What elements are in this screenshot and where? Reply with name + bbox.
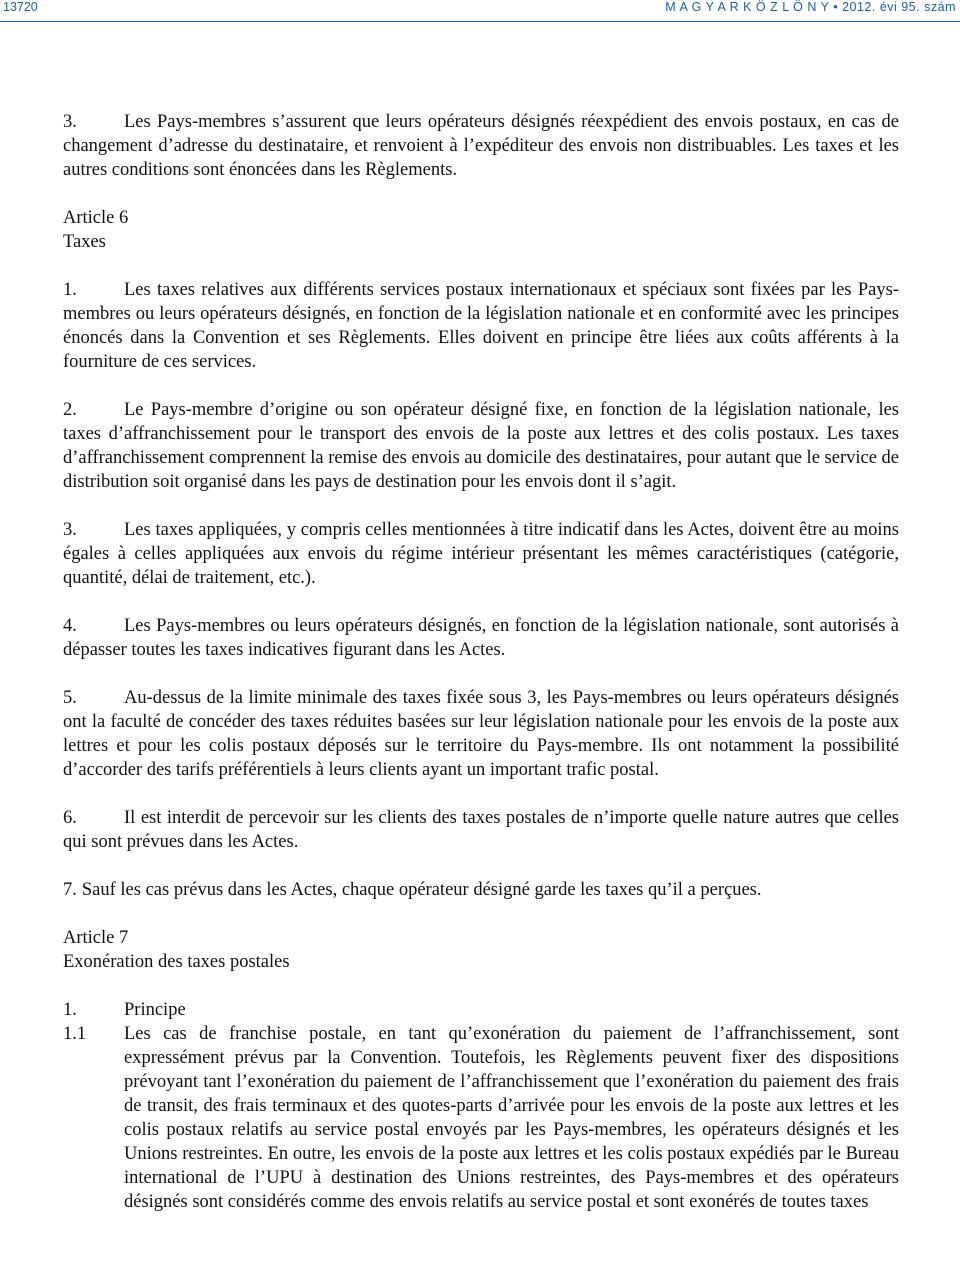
article-subtitle: Taxes: [63, 232, 106, 252]
page-number: 13720: [3, 0, 38, 14]
paragraph-3: [63, 110, 899, 182]
item-number: 7.: [63, 880, 77, 900]
article-title: Article 6: [63, 208, 129, 228]
item-text: Le Pays-membre d’origine ou son opérateur désigné fixe, en fonction de la législation nationale, les taxes d’affranchissement pour le transport des envois de la poste aux lettres et des colis postaux. Les taxes d’affranchissement comprennent la remise des envois au domicile des destinataires, pour autant que le service de distribution soit organisé dans les pays de destination pour les envois dont il s’agit.: [63, 400, 899, 492]
item-text: Les Pays-membres ou leurs opérateurs désignés, en fonction de la législation nationale, sont autorisés à dépasser toutes les taxes indicatives figurant dans les Actes.: [63, 616, 899, 660]
section-label: Principe: [124, 1000, 186, 1020]
item-text: Les taxes appliquées, y compris celles mentionnées à titre indicatif dans les Actes, doivent être au moins égales à celles appliquées aux envois du régime intérieur présentant les mêmes caractéristiques (catégorie, quantité, délai de traitement, etc.).: [63, 520, 899, 588]
item-text: Les taxes relatives aux différents services postaux internationaux et spéciaux sont fixées par les Pays-membres ou leurs opérateurs désignés, en fonction de la législation nationale et en conformité avec les principes énoncés dans la Convention et ses Règlements. Elles doivent en principe être liées aux coûts afférents à la fourniture de ces services.: [63, 280, 899, 372]
item-number: 4.: [63, 616, 77, 636]
item-number: 1.: [63, 280, 77, 300]
subsection-number: 1.1: [63, 1024, 87, 1044]
page-header: [0, 0, 960, 26]
section-number: 1.: [63, 1000, 77, 1020]
article-6-heading: [63, 206, 899, 254]
section-principe: [63, 998, 899, 1022]
article-6-item-1: [63, 278, 899, 374]
article-6-item-3: [63, 518, 899, 590]
article-7-heading: [63, 926, 899, 974]
item-text: Sauf les cas prévus dans les Actes, chaque opérateur désigné garde les taxes qu’il a perçues.: [81, 880, 762, 900]
article-subtitle: Exonération des taxes postales: [63, 952, 290, 972]
item-text: Il est interdit de percevoir sur les clients des taxes postales de n’importe quelle nature autres que celles qui sont prévues dans les Actes.: [63, 808, 899, 852]
article-6-item-6: [63, 806, 899, 854]
article-6-item-4: [63, 614, 899, 662]
document-body: [63, 110, 899, 1214]
paragraph-text: Les Pays-membres s’assurent que leurs opérateurs désignés réexpédient des envois postaux, en cas de changement d’adresse du destinataire, et renvoient à l’expéditeur des envois non distribuables. Les taxes et les autres conditions sont énoncées dans les Règlements.: [63, 112, 899, 180]
article-6-item-7: [63, 878, 899, 902]
item-number: 2.: [63, 400, 77, 420]
paragraph-number: 3.: [63, 112, 77, 132]
article-6-item-5: [63, 686, 899, 782]
article-title: Article 7: [63, 928, 129, 948]
header-divider: [0, 21, 960, 22]
item-number: 5.: [63, 688, 77, 708]
item-text: Au-dessus de la limite minimale des taxes fixée sous 3, les Pays-membres ou leurs opérateurs désignés ont la faculté de concéder des taxes réduites basées sur leur législation nationale pour les envois de la poste aux lettres et pour les colis postaux déposés sur le territoire du Pays-membre. Ils ont notamment la possibilité d’accorder des tarifs préférentiels à leurs clients ayant un important trafic postal.: [63, 688, 899, 780]
article-6-item-2: [63, 398, 899, 494]
item-number: 3.: [63, 520, 77, 540]
subsection-1-1: [63, 1022, 899, 1214]
subsection-text: Les cas de franchise postale, en tant qu’exonération du paiement de l’affranchissement, sont expressément prévus par la Convention. Toutefois, les Règlements peuvent fixer des dispositions prévoyant tant l’exonération du paiement de l’affranchissement que l’exonération du paiement des frais de transit, des frais terminaux et des quotes-parts d’arrivée pour les envois de la poste aux lettres et les colis postaux relatifs au service postal envoyés par les Pays-membres, les opérateurs désignés et les Unions restreintes. En outre, les envois de la poste aux lettres et les colis postaux expédiés par le Bureau international de l’UPU à destination des Unions restreintes, des Pays-membres et des opérateurs désignés sont considérés comme des envois relatifs au service postal et sont exonérés de toutes taxes: [124, 1024, 899, 1212]
item-number: 6.: [63, 808, 77, 828]
journal-title: M A G Y A R K Ö Z L Ö N Y • 2012. évi 95. szám: [665, 0, 956, 14]
